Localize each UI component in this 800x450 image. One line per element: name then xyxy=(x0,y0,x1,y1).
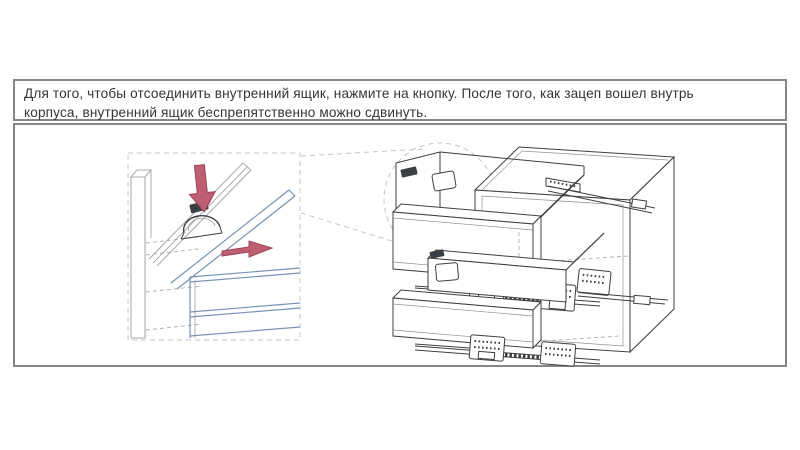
drawer-rail-lines xyxy=(171,190,300,338)
slide-right-arrow-icon xyxy=(222,241,272,257)
drawer-nameplate xyxy=(432,171,457,192)
detail-view xyxy=(128,153,300,340)
main-view xyxy=(384,143,674,366)
drawer-nameplate xyxy=(435,263,458,282)
detail-view-border xyxy=(128,153,300,340)
instruction-text: Для того, чтобы отсоединить внутренний ящик, нажмите на кнопку. После того, как зацеп вошел внутрь корпуса, внутренний ящик беспрепятственно можно сдвинуть. xyxy=(24,86,694,120)
